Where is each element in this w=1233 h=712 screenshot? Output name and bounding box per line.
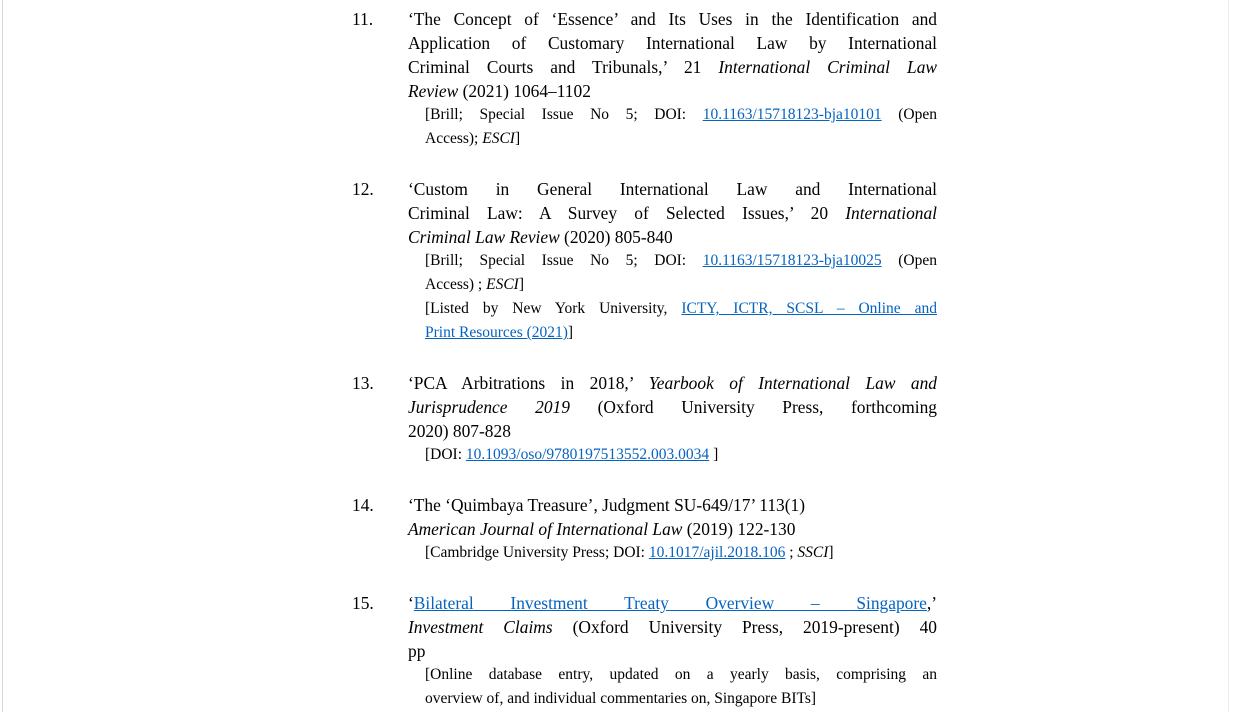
- text-line: [408, 79, 937, 103]
- text-run: (Oxford University Press, forthcoming: [569, 397, 937, 417]
- text-line: [425, 127, 937, 151]
- hyperlink[interactable]: 10.1163/15718123-bja10101: [702, 106, 882, 123]
- text-line: [408, 225, 937, 249]
- citation-body: [408, 177, 937, 249]
- text-line: [408, 493, 937, 517]
- item-number: 11.: [352, 9, 374, 29]
- citation-note: [425, 103, 937, 151]
- italic-text-run: American Journal of International Law: [408, 519, 683, 539]
- text-line: [408, 7, 937, 31]
- text-run: ‘: [408, 593, 414, 613]
- publication-list: [352, 7, 937, 711]
- text-line: [408, 31, 937, 55]
- text-line: [425, 687, 937, 711]
- italic-text-run: Criminal Law Review: [408, 227, 560, 247]
- italic-text-run: Yearbook of International Law and: [648, 373, 937, 393]
- hyperlink[interactable]: 10.1093/oso/9780197513552.003.0034: [465, 446, 710, 463]
- text-run: 2020) 807-828: [408, 421, 511, 441]
- text-run: (Oxford University Press, 2019-present) 40: [552, 617, 937, 637]
- citation-body: [408, 591, 937, 663]
- text-line: [425, 103, 937, 127]
- hyperlink[interactable]: 10.1017/ajil.2018.106: [648, 544, 786, 561]
- text-run: Application of Customary International Law by International: [408, 33, 937, 53]
- text-line: [408, 517, 937, 541]
- text-line: [425, 321, 937, 345]
- text-line: [425, 443, 937, 467]
- text-line: [408, 55, 937, 79]
- page-edge-right: [1228, 0, 1229, 712]
- hyperlink[interactable]: Bilateral Investment Treaty Overview – Singapore: [413, 593, 927, 613]
- italic-text-run: International: [845, 203, 937, 223]
- text-line: [408, 177, 937, 201]
- text-run: [Listed by New York University,: [425, 300, 682, 317]
- text-run: ‘The Concept of ‘Essence’ and Its Uses in the Identification and: [408, 9, 937, 29]
- text-line: [408, 395, 937, 419]
- citation-body: [408, 7, 937, 103]
- italic-text-run: SSCI: [797, 544, 829, 561]
- hyperlink[interactable]: 10.1163/15718123-bja10025: [702, 252, 882, 269]
- text-run: ,’: [926, 593, 937, 613]
- text-run: (2020) 805-840: [559, 227, 673, 247]
- text-run: Access);: [425, 130, 483, 147]
- text-run: ‘PCA Arbitrations in 2018,’: [408, 373, 649, 393]
- citation-note: [425, 443, 937, 467]
- italic-text-run: ESCI: [486, 276, 519, 293]
- text-line: [408, 201, 937, 225]
- text-run: ;: [785, 544, 798, 561]
- hyperlink[interactable]: Print Resources (2021): [425, 324, 568, 341]
- citation-note: [425, 541, 937, 565]
- text-run: (Open: [881, 106, 937, 123]
- text-run: (2021) 1064–1102: [458, 81, 591, 101]
- text-line: [425, 541, 937, 565]
- text-run: Criminal Law: A Survey of Selected Issues,’ 20: [408, 203, 846, 223]
- italic-text-run: Jurisprudence 2019: [408, 397, 570, 417]
- publication-item: [352, 177, 937, 345]
- item-number: 14.: [352, 495, 374, 515]
- citation-note: [425, 249, 937, 297]
- text-run: ]: [514, 130, 521, 147]
- item-number: 15.: [352, 593, 374, 613]
- text-run: ‘The ‘Quimbaya Treasure’, Judgment SU-649/17’ 113(1): [408, 495, 806, 515]
- item-number: 12.: [352, 179, 374, 199]
- text-run: [Brill; Special Issue No 5; DOI:: [425, 252, 703, 269]
- text-line: [425, 273, 937, 297]
- text-run: [Cambridge University Press; DOI:: [425, 544, 649, 561]
- text-run: (Open: [881, 252, 937, 269]
- text-run: ]: [709, 446, 719, 463]
- italic-text-run: International Criminal Law: [718, 57, 937, 77]
- publication-item: [352, 371, 937, 467]
- text-line: [408, 419, 937, 443]
- citation-body: [408, 493, 937, 541]
- text-line: [408, 371, 937, 395]
- text-line: [408, 591, 937, 615]
- page-edge-left: [2, 0, 3, 712]
- text-run: ]: [567, 324, 574, 341]
- publication-item: [352, 591, 937, 711]
- text-run: Criminal Courts and Tribunals,’ 21: [408, 57, 719, 77]
- hyperlink[interactable]: ICTY, ICTR, SCSL – Online and: [681, 300, 937, 317]
- italic-text-run: ESCI: [482, 130, 515, 147]
- text-run: (2019) 122-130: [682, 519, 796, 539]
- italic-text-run: Investment Claims: [408, 617, 553, 637]
- text-line: [408, 639, 937, 663]
- text-run: pp: [408, 641, 426, 661]
- text-run: ]: [518, 276, 525, 293]
- text-run: ‘Custom in General International Law and International: [408, 179, 937, 199]
- text-run: [Online database entry, updated on a yearly basis, comprising an: [425, 666, 937, 683]
- citation-note: [425, 663, 937, 711]
- publication-item: [352, 7, 937, 151]
- item-number: 13.: [352, 373, 374, 393]
- text-line: [408, 615, 937, 639]
- text-line: [425, 297, 937, 321]
- publication-item: [352, 493, 937, 565]
- italic-text-run: Review: [408, 81, 459, 101]
- text-run: overview of, and individual commentaries on, Singapore BITs]: [425, 690, 817, 707]
- text-run: Access) ;: [425, 276, 487, 293]
- citation-note: [425, 297, 937, 345]
- text-line: [425, 663, 937, 687]
- text-run: [Brill; Special Issue No 5; DOI:: [425, 106, 703, 123]
- text-run: ]: [828, 544, 834, 561]
- text-run: [DOI:: [425, 446, 466, 463]
- citation-body: [408, 371, 937, 443]
- text-line: [425, 249, 937, 273]
